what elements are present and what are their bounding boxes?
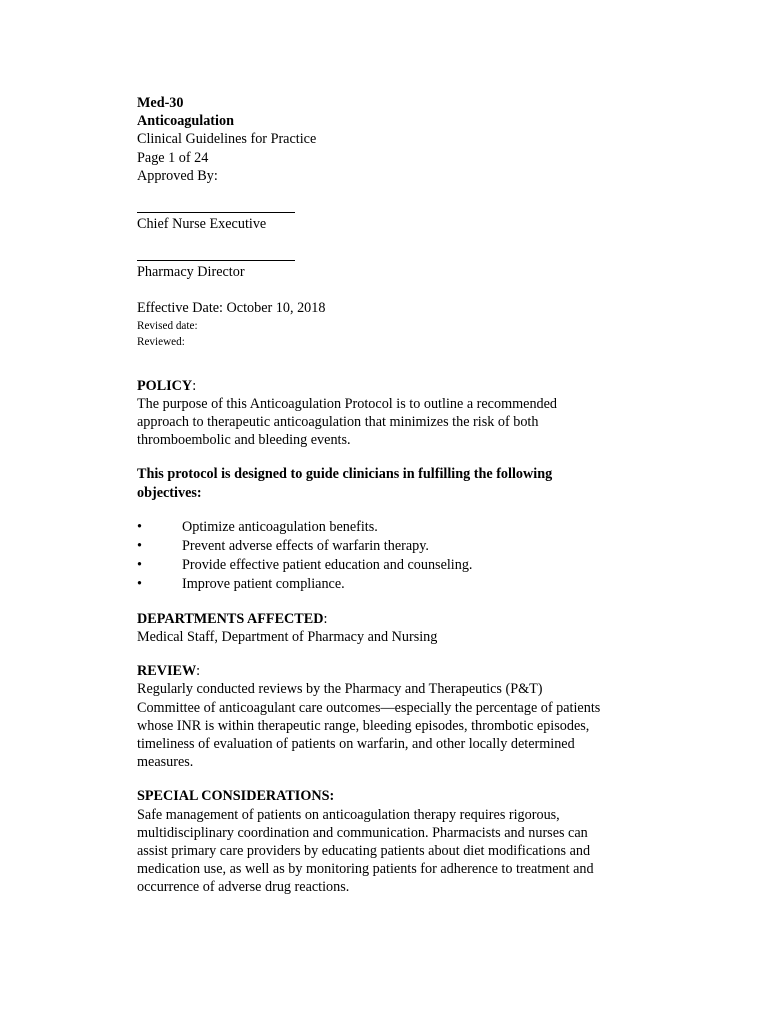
- special-considerations-heading: SPECIAL CONSIDERATIONS:: [137, 788, 335, 805]
- review-line: measures.: [137, 754, 194, 771]
- list-item-text: Provide effective patient education and counseling.: [182, 556, 473, 573]
- special-considerations-text: [137, 806, 657, 897]
- review-line: Committee of anticoagulant care outcomes—especially the percentage of patients: [137, 699, 601, 716]
- departments-heading-text: DEPARTMENTS AFFECTED: [137, 610, 324, 627]
- review-line: whose INR is within therapeutic range, bleeding episodes, thrombotic episodes,: [137, 717, 590, 734]
- signature-title-chief-nurse: Chief Nurse Executive: [137, 216, 267, 233]
- review-heading-colon: :: [196, 663, 201, 680]
- approved-by-label: Approved By:: [137, 167, 218, 184]
- effective-date: Effective Date: October 10, 2018: [137, 300, 326, 317]
- special-line: assist primary care providers by educating patients about diet modifications and: [137, 843, 591, 860]
- objectives-intro-line: objectives:: [137, 484, 202, 501]
- special-line: medication use, as well as by monitoring patients for adherence to treatment and: [137, 861, 594, 878]
- document-subtitle: Clinical Guidelines for Practice: [137, 131, 317, 148]
- document-page: [137, 94, 657, 897]
- list-item: [137, 537, 657, 556]
- special-line: Safe management of patients on anticoagulation therapy requires rigorous,: [137, 806, 560, 823]
- list-item: [137, 556, 657, 575]
- bullet-icon: •: [137, 537, 142, 554]
- policy-heading-colon: :: [192, 377, 197, 394]
- departments-text: Medical Staff, Department of Pharmacy and Nursing: [137, 629, 438, 646]
- document-title: Anticoagulation: [137, 113, 234, 130]
- review-heading-text: REVIEW: [137, 663, 197, 680]
- bullet-icon: •: [137, 518, 142, 535]
- list-item-text: Optimize anticoagulation benefits.: [182, 518, 378, 535]
- special-line: multidisciplinary coordination and communication. Pharmacists and nurses can: [137, 824, 588, 841]
- special-line: occurrence of adverse drug reactions.: [137, 879, 350, 896]
- signature-line-pharmacy-director: [137, 260, 295, 261]
- signature-line-chief-nurse: [137, 212, 295, 213]
- list-item: [137, 518, 657, 537]
- objectives-intro-line: This protocol is designed to guide clinicians in fulfilling the following: [137, 466, 553, 483]
- departments-heading: [137, 610, 657, 628]
- reviewed-date: Reviewed:: [137, 335, 185, 348]
- policy-line: thromboembolic and bleeding events.: [137, 432, 351, 449]
- list-item-text: Improve patient compliance.: [182, 575, 345, 592]
- objectives-list: [137, 518, 657, 594]
- revised-date: Revised date:: [137, 319, 198, 332]
- review-heading: [137, 662, 657, 680]
- page-number: Page 1 of 24: [137, 149, 209, 166]
- policy-text: [137, 395, 657, 450]
- policy-line: approach to therapeutic anticoagulation that minimizes the risk of both: [137, 414, 539, 431]
- review-line: Regularly conducted reviews by the Pharmacy and Therapeutics (P&T): [137, 681, 543, 698]
- list-item-text: Prevent adverse effects of warfarin therapy.: [182, 537, 429, 554]
- review-text: [137, 680, 657, 771]
- list-item: [137, 575, 657, 594]
- bullet-icon: •: [137, 556, 142, 573]
- policy-heading-text: POLICY: [137, 377, 193, 394]
- policy-heading: [137, 377, 657, 395]
- policy-line: The purpose of this Anticoagulation Protocol is to outline a recommended: [137, 395, 558, 412]
- departments-heading-colon: :: [323, 610, 328, 627]
- review-line: timeliness of evaluation of patients on warfarin, and other locally determined: [137, 736, 575, 753]
- objectives-intro: [137, 465, 657, 501]
- document-id: Med-30: [137, 95, 184, 111]
- bullet-icon: •: [137, 575, 142, 592]
- signature-title-pharmacy-director: Pharmacy Director: [137, 264, 245, 281]
